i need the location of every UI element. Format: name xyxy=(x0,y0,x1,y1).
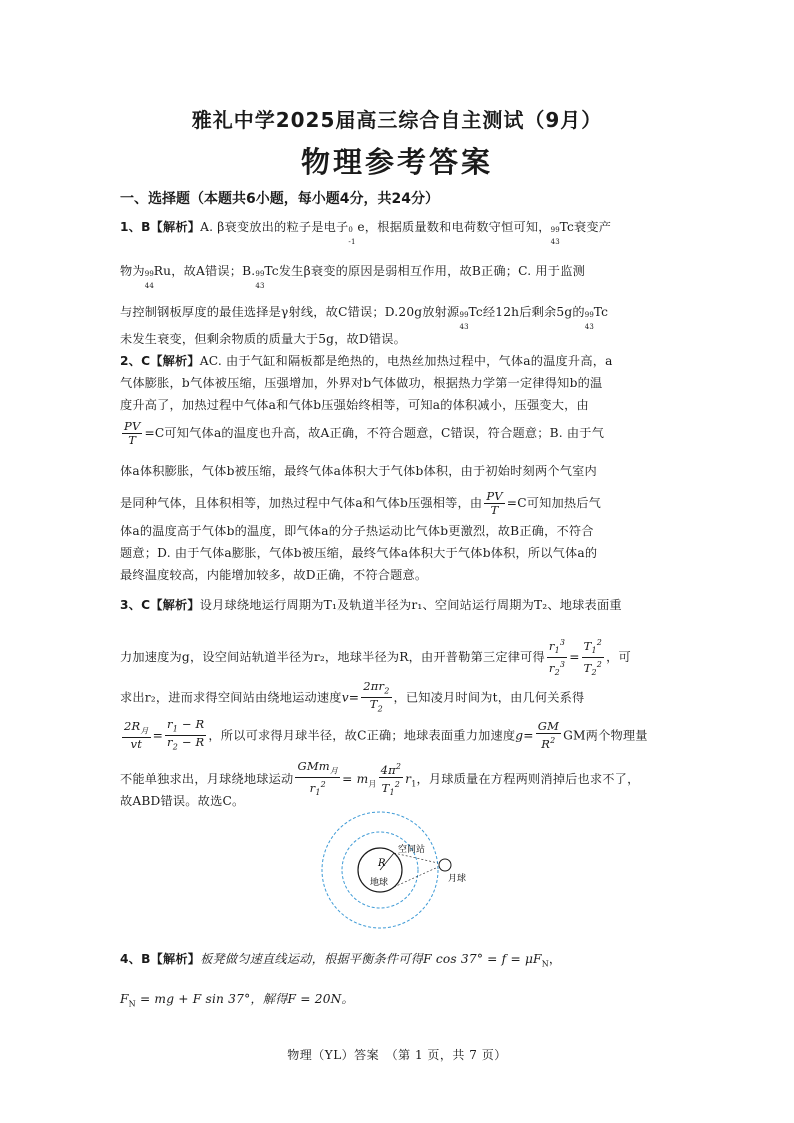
moon-orbit-lhs: $\frac{GMm_月}{r_1^2}$ xyxy=(297,759,339,798)
q3-line-5: 不能单独求出，月球绕地球运动 $\frac{GMm_月}{r_1^2}$ = $m_月$ $\frac{4\pi^2}{T_1^2}$ $r_1$，月球质量在方程两则消掉后也求不了， xyxy=(120,759,640,798)
pv-over-t-fraction: $\frac{PV}{T}$ xyxy=(486,489,503,517)
q1-line-4: 未发生衰变，但剩余物质的质量大于5g，故D错误。 xyxy=(120,332,407,346)
moon-label: 月球 xyxy=(448,874,467,884)
q2-line-2: 气体膨胀，b气体被压缩，压强增加，外界对b气体做功，根据热力学第一定律得知b的温 xyxy=(120,376,603,390)
page-footer: 物理（YL）答案 （第 1 页，共 7 页） xyxy=(287,1048,507,1062)
pv-over-t-fraction: $\frac{PV}{T}$ xyxy=(124,419,141,447)
exam-title: 雅礼中学2025届高三综合自主测试（9月） xyxy=(191,108,603,132)
q2-line-9: 最终温度较高，内能增加较多，故D正确，不符合题意。 xyxy=(120,568,428,582)
earth-label: 地球 xyxy=(370,878,389,888)
orbit-diagram xyxy=(318,810,478,930)
geometry-ratio-left: $\frac{2R_月}{vt}$ xyxy=(124,719,149,752)
q3-line-3: 求出r₂，进而求得空间站由绕地运动速度v= $\frac{2\pi r_2}{T_2}$ ，已知凌月时间为t，由几何关系得 xyxy=(120,679,585,714)
q1-line-3: 与控制钢板厚度的最佳选择是γ射线，故C错误；D.20g放射源 99 43 Tc经12h后剩余5g的 99 43 Tc xyxy=(120,305,609,331)
gravity-formula: $\frac{GM}{R^2}$ xyxy=(537,719,560,752)
kepler-ratio-left: $\frac{r_1^3}{r_2^3}$ xyxy=(548,638,566,678)
q2-line-8: 题意；D. 由于气体a膨胀，气体b被压缩，最终气体a体积大于气体b体积，所以气体a的 xyxy=(120,546,598,560)
q2-line-3: 度升高了，加热过程中气体a和气体b压强始终相等，可知a的体积减小，压强变大，由 xyxy=(120,398,589,412)
radius-label: R xyxy=(378,858,386,869)
q2-line-7: 体a的温度高于气体b的温度，即气体a的分子热运动比气体b更激烈，故B正确，不符合 xyxy=(120,524,594,538)
q3-line-1: 3、C【解析】设月球绕地运行周期为T₁及轨道半径为r₁、空间站运行周期为T₂、地球表面重 xyxy=(120,598,622,612)
q1-line-2: 物为 99 44 Ru，故A错误；B. 99 43 Tc发生β衰变的原因是弱相互作用，故B正确；C. 用于监测 xyxy=(120,264,585,290)
orbital-speed-formula: $\frac{2\pi r_2}{T_2}$ xyxy=(363,679,390,714)
station-label: 空间站 xyxy=(398,845,426,855)
moon-orbit-rhs: $\frac{4\pi^2}{T_1^2}$ xyxy=(380,762,402,798)
section-heading: 一、选择题（本题共6小题，每小题4分，共24分） xyxy=(120,191,439,207)
answer-title: 物理参考答案 xyxy=(300,145,493,179)
moon-circle xyxy=(439,859,451,871)
kepler-ratio-right: $\frac{T_1^2}{T_2^2}$ xyxy=(583,638,603,678)
q2-line-6: 是同种气体，且体积相等，加热过程中气体a和气体b压强相等，由 $\frac{PV}{T}$ =C可知加热后气 xyxy=(120,489,602,517)
q4-line-1: 4、B【解析】板凳做匀速直线运动，根据平衡条件可得F $\cos 37^\circ = f = \mu F_N$， xyxy=(120,952,562,969)
q2-line-5: 体a体积膨胀，气体b被压缩，最终气体a体积大于气体b体积，由于初始时刻两个气室内 xyxy=(120,464,597,478)
q3-line-4: $\frac{2R_月}{vt}$ = $\frac{r_1 - R}{r_2 - R}$ ，所以可求得月球半径，故C正确；地球表面重力加速度g= $\frac{GM}{R^2}$ GM两个物理量 xyxy=(124,717,648,752)
q2-line-1: 2、C【解析】AC. 由于气缸和隔板都是绝热的，电热丝加热过程中，气体a的温度升高，a xyxy=(120,354,613,368)
q4-line-2: $F_N$ = mg + F sin 37°，解得F = 20N。 xyxy=(120,992,354,1009)
q3-line-6: 故ABD错误。故选C。 xyxy=(120,794,245,808)
q3-line-2: 力加速度为g，设空间站轨道半径为r₂，地球半径为R，由开普勒第三定律可得 $\frac{r_1^3}{r_2^3}$ = $\frac{T_1^2}{T_2^2}$ ，可 xyxy=(120,638,631,678)
q1-line-1: 1、B【解析】A. β衰变放出的粒子是电子 0 -1 e，根据质量数和电荷数守恒可知， 99 43 Tc衰变产 xyxy=(120,220,612,246)
geometry-ratio-right: $\frac{r_1 - R}{r_2 - R}$ xyxy=(167,717,205,752)
q2-line-4: $\frac{PV}{T}$ =C可知气体a的温度也升高，故A正确，不符合题意，C错误，符合题意；B. 由于气 xyxy=(124,419,605,447)
